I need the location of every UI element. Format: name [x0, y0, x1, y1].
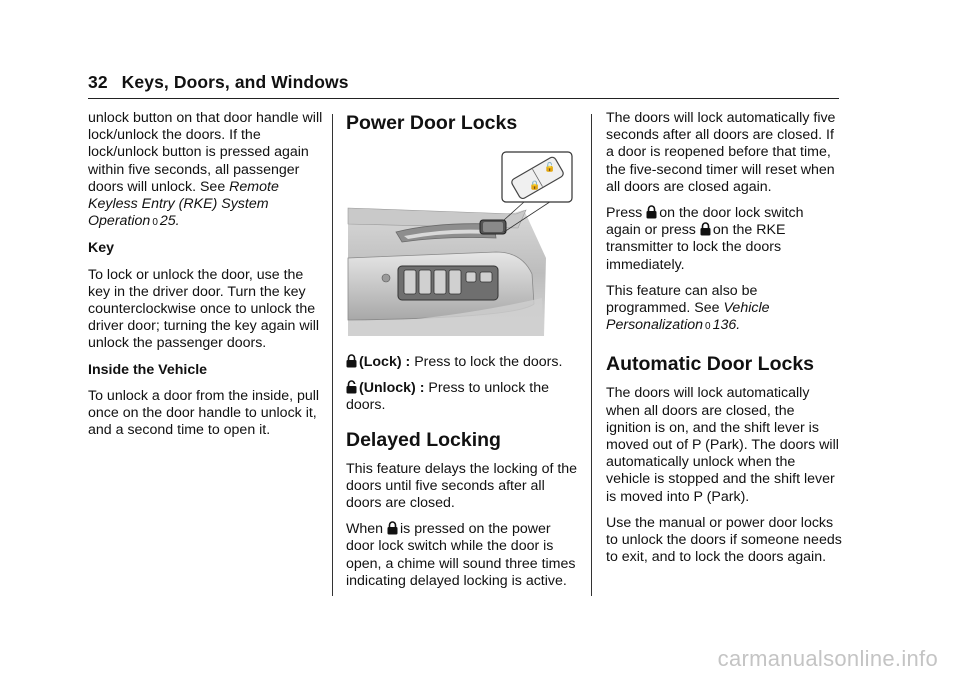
column-left — [88, 110, 328, 448]
column-middle — [346, 110, 582, 599]
key-heading: Key — [88, 240, 115, 257]
press-lock-paragraph: Press on the door lock switch again or press on the RKE transmitter to lock the doors immediately. — [606, 205, 804, 273]
lock-icon — [346, 354, 357, 368]
unlock-icon — [346, 380, 357, 394]
rke-link[interactable]: Remote Keyless Entry (RKE) System Operation — [88, 178, 279, 230]
lock-icon — [646, 205, 657, 219]
svg-text:🔓: 🔓 — [544, 163, 556, 173]
lock-icon — [700, 222, 711, 236]
inside-paragraph: To unlock a door from the inside, pull once on the door handle to unlock it, and a second time to open it. — [88, 387, 320, 439]
page-number: 32 — [88, 72, 108, 92]
page-ref-icon: 0 — [705, 321, 711, 333]
rke-page-ref[interactable]: 25. — [159, 213, 180, 230]
rke-paragraph: unlock button on that door handle will lock/unlock the doors. If the lock/unlock button is pressed again within five seconds, all passenger doors will unlock. See Remote Keyless Entry (RKE) System Operation 0 25. — [88, 110, 323, 230]
lock-description: (Lock) : Press to lock the doors. — [346, 354, 582, 371]
header-rule — [88, 98, 839, 99]
watermark: carmanualsonline.info — [717, 646, 938, 671]
section-title: Keys, Doors, and Windows — [121, 72, 349, 92]
personalization-page-ref[interactable]: 136. — [712, 317, 741, 334]
column-right — [606, 110, 842, 575]
delayed-paragraph-1: This feature delays the locking of the doors until five seconds after all doors are closed. — [346, 460, 578, 512]
inside-heading: Inside the Vehicle — [88, 361, 208, 378]
heading-power-door-locks: Power Door Locks — [346, 112, 518, 134]
heading-automatic-door-locks: Automatic Door Locks — [606, 353, 815, 376]
page-header — [88, 72, 349, 93]
column-divider-2 — [591, 114, 592, 596]
delayed-paragraph-2: When is pressed on the power door lock switch while the door is open, a chime will sound three times indicating delayed locking is active. — [346, 521, 576, 589]
svg-text:🔒: 🔒 — [529, 181, 541, 191]
page-ref-icon: 0 — [152, 217, 158, 229]
vehicle-personalization-link[interactable]: Vehicle Personalization — [606, 300, 770, 334]
door-lock-switch-illustration — [346, 148, 574, 336]
key-paragraph: To lock or unlock the door, use the key in the driver door. Turn the key counterclockwise once to unlock the driver door; turning the key again will unlock the passenger doors. — [88, 266, 320, 352]
heading-delayed-locking: Delayed Locking — [346, 428, 501, 451]
auto-paragraph-1: The doors will lock automatically when all doors are closed, the ignition is on, and the shift lever is moved out of P (Park). The doors will automatically unlock when the vehicle is stopped and the shift lever is moved into P (Park). — [606, 385, 839, 505]
column-divider-1 — [332, 114, 333, 596]
auto-lock-paragraph: The doors will lock automatically five seconds after all doors are closed. If a door is reopened before that time, the five-second timer will reset when all doors are closed again. — [606, 110, 836, 195]
auto-paragraph-2: Use the manual or power door locks to unlock the doors if someone needs to exit, and to lock the doors again. — [606, 514, 842, 566]
unlock-description: (Unlock) : Press to unlock the doors. — [346, 380, 550, 414]
lock-icon — [387, 521, 398, 535]
programmed-paragraph: This feature can also be programmed. See Vehicle Personalization 0 136. — [606, 282, 770, 334]
